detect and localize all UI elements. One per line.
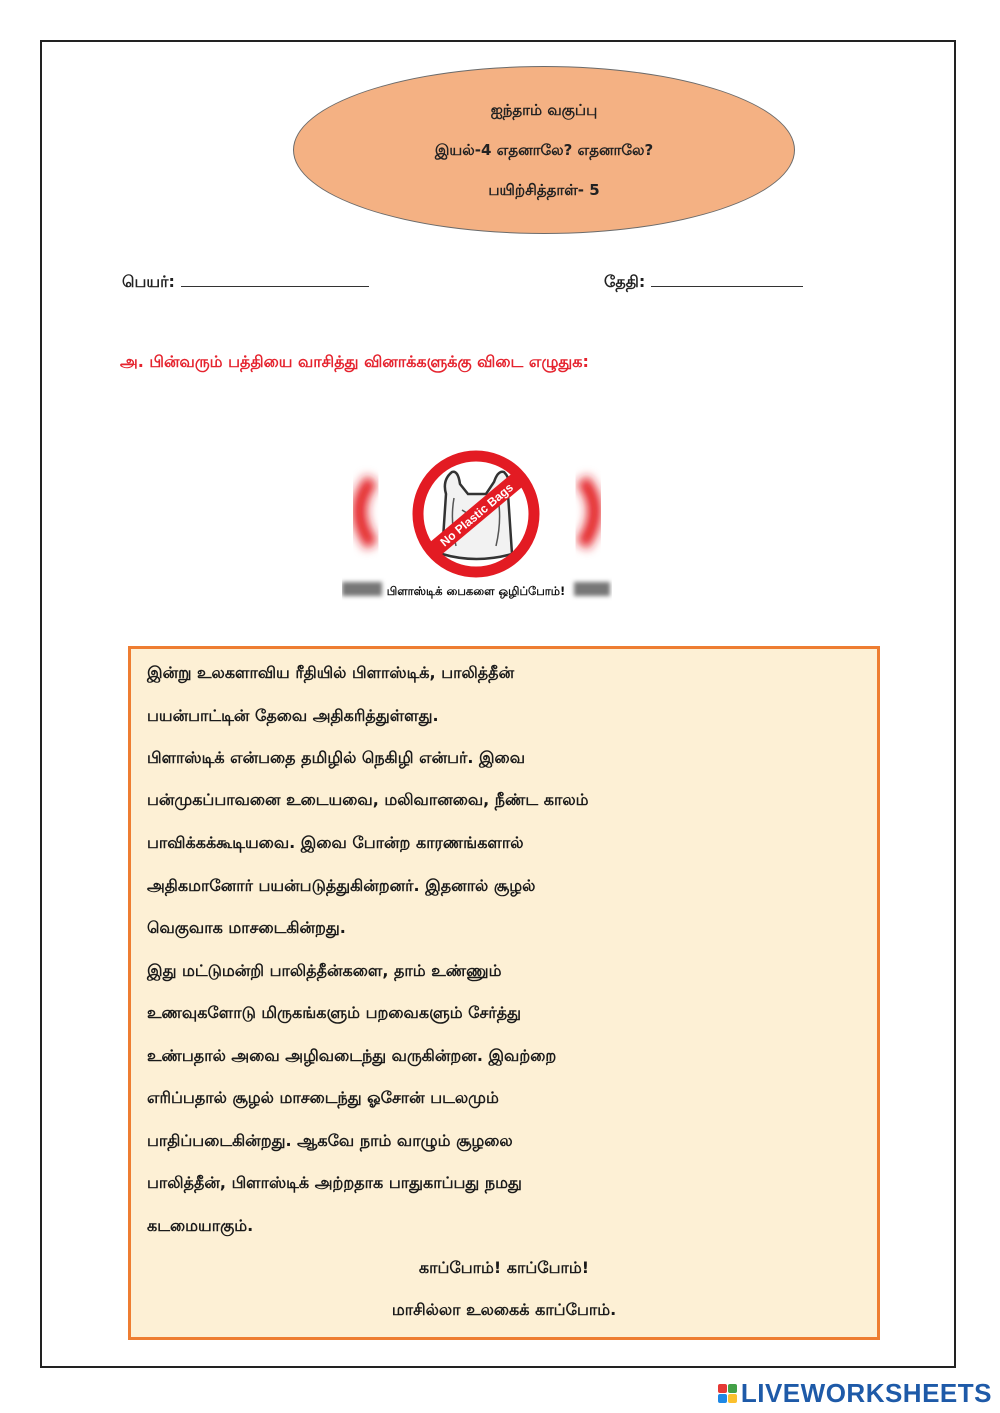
grade-title: ஐந்தாம் வகுப்பு	[490, 101, 598, 119]
passage-line: எரிப்பதால் சூழல் மாசடைந்து ஓசோன் படலமும்	[147, 1088, 499, 1107]
passage-box	[128, 646, 880, 1340]
passage-line: கடமையாகும்.	[147, 1216, 254, 1235]
instruction-text: அ. பின்வரும் பத்தியை வாசித்து வினாக்களுக்கு விடை எழுதுக:	[120, 352, 589, 371]
name-label: பெயர்:	[122, 272, 175, 291]
name-blank[interactable]	[181, 272, 369, 287]
title-oval	[293, 66, 795, 234]
passage-line: வெகுவாக மாசடைகின்றது.	[147, 918, 346, 937]
passage-line: பாவிக்கக்கூடியவை. இவை போன்ற காரணங்களால்	[147, 833, 524, 852]
logo-square	[728, 1384, 737, 1393]
passage-line: பாலித்தீன், பிளாஸ்டிக் அற்றதாக பாதுகாப்பது நமது	[147, 1173, 522, 1192]
liveworksheets-logo-icon	[718, 1384, 737, 1403]
slogan-line-1: காப்போம்! காப்போம்!	[418, 1258, 590, 1277]
passage-line: பிளாஸ்டிக் என்பதை தமிழில் நெகிழி என்பர். இவை	[147, 748, 526, 767]
blur-arc-left	[360, 480, 373, 545]
passage-line: பயன்பாட்டின் தேவை அதிகரித்துள்ளது.	[147, 706, 439, 725]
poster-badge-text: No Plastic Bags	[437, 480, 516, 550]
liveworksheets-brand[interactable]	[718, 1378, 992, 1409]
chapter-title: இயல்-4 எதனாலே? எதனாலே?	[434, 141, 654, 159]
name-field	[122, 272, 369, 293]
date-label: தேதி:	[604, 272, 646, 291]
date-blank[interactable]	[651, 272, 803, 287]
date-field	[604, 272, 803, 293]
blur-caption-right	[574, 582, 610, 596]
no-plastic-bags-poster	[342, 450, 612, 605]
brand-name: LIVEWORKSHEETS	[740, 1378, 992, 1408]
passage-line: இது மட்டுமன்றி பாலித்தீன்களை, தாம் உண்ணும்	[147, 961, 502, 980]
blur-caption-left	[342, 582, 382, 596]
worksheet-title: பயிற்சித்தாள்- 5	[488, 181, 600, 199]
logo-square	[718, 1394, 727, 1403]
logo-square	[728, 1394, 737, 1403]
passage-line: பன்முகப்பாவனை உடையவை, மலிவானவை, நீண்ட காலம்	[147, 790, 589, 809]
passage-line: அதிகமானோர் பயன்படுத்துகின்றனர். இதனால் சூழல்	[147, 876, 536, 895]
passage-line: பாதிப்படைகின்றது. ஆகவே நாம் வாழும் சூழலை	[147, 1131, 513, 1150]
passage-line: உண்பதால் அவை அழிவடைந்து வருகின்றன. இவற்றை	[147, 1046, 557, 1065]
passage-line: உணவுகளோடு மிருகங்களும் பறவைகளும் சேர்த்து	[147, 1003, 522, 1022]
blur-arc-right	[582, 480, 595, 545]
poster-caption: பிளாஸ்டிக் பைகளை ஒழிப்போம்!	[386, 584, 566, 598]
logo-square	[718, 1384, 727, 1393]
slogan-line-2: மாசில்லா உலகைக் காப்போம்.	[391, 1300, 617, 1319]
passage-line: இன்று உலகளாவிய ரீதியில் பிளாஸ்டிக், பாலித்தீன்	[147, 663, 515, 682]
